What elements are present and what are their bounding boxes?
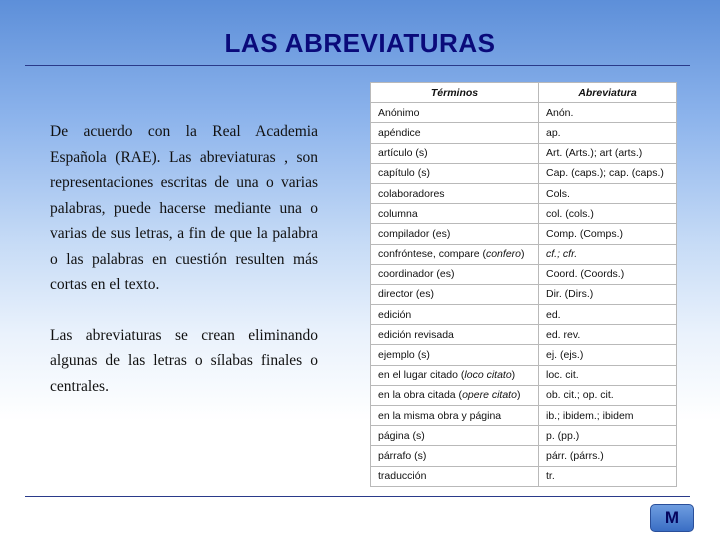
- top-divider: [25, 65, 690, 66]
- table-row: [371, 123, 677, 143]
- term-cell: párrafo (s): [371, 446, 539, 466]
- term-text: confróntese, compare (: [378, 248, 486, 261]
- term-text-end: ): [511, 369, 516, 382]
- table-row: [371, 284, 677, 304]
- table-row: [371, 183, 677, 203]
- abbreviation-cell: ob. cit.; op. cit.: [539, 385, 677, 405]
- header-terms: Términos: [371, 83, 539, 103]
- header-abbreviation: Abreviatura: [539, 83, 677, 103]
- table-row: [371, 466, 677, 486]
- body-text: [50, 119, 318, 424]
- term-latin-text: opere citato: [462, 389, 517, 402]
- term-cell: [371, 365, 539, 385]
- table-row: [371, 406, 677, 426]
- term-cell: colaboradores: [371, 183, 539, 203]
- term-cell: capítulo (s): [371, 163, 539, 183]
- table-row: [371, 264, 677, 284]
- table-row: [371, 103, 677, 123]
- table-row: [371, 345, 677, 365]
- table-row: [371, 305, 677, 325]
- abbreviation-cell: cf.; cfr.: [539, 244, 677, 264]
- term-cell: edición revisada: [371, 325, 539, 345]
- term-text-end: ): [516, 389, 521, 402]
- abbreviations-table: [370, 82, 677, 487]
- term-text: en la obra citada (: [378, 389, 463, 402]
- abbreviation-cell: ej. (ejs.): [539, 345, 677, 365]
- paragraph-formation: Las abreviaturas se crean eliminando algunas de las letras o sílabas finales o centrales.: [50, 326, 318, 395]
- term-cell: en la misma obra y página: [371, 406, 539, 426]
- abbreviation-cell: Anón.: [539, 103, 677, 123]
- table-row: [371, 224, 677, 244]
- term-cell: columna: [371, 204, 539, 224]
- table-row: [371, 426, 677, 446]
- table-row: [371, 204, 677, 224]
- abbreviation-cell: Cap. (caps.); cap. (caps.): [539, 163, 677, 183]
- table-header-row: [371, 83, 677, 103]
- term-cell: edición: [371, 305, 539, 325]
- table-row: [371, 244, 677, 264]
- abbreviation-cell: ib.; ibidem.; ibidem: [539, 406, 677, 426]
- abbreviation-cell: Comp. (Comps.): [539, 224, 677, 244]
- term-cell: traducción: [371, 466, 539, 486]
- paragraph-definition: De acuerdo con la Real Academia Española (RAE). Las abreviaturas , son representaciones escritas de una o varias palabras, puede hacerse mediante una o varias de sus letras, a fin de que la palabra o las palabras en cuestión resulten más cortas en el texto.: [50, 123, 318, 293]
- abbreviation-cell: col. (cols.): [539, 204, 677, 224]
- term-cell: compilador (es): [371, 224, 539, 244]
- term-latin-text: confero: [485, 248, 521, 261]
- table-row: [371, 385, 677, 405]
- abbreviation-cell: Dir. (Dirs.): [539, 284, 677, 304]
- abbreviation-cell: tr.: [539, 466, 677, 486]
- abbreviation-cell: p. (pp.): [539, 426, 677, 446]
- table-row: [371, 365, 677, 385]
- abbreviation-cell: Cols.: [539, 183, 677, 203]
- term-cell: página (s): [371, 426, 539, 446]
- abbreviation-cell: ed. rev.: [539, 325, 677, 345]
- table-row: [371, 325, 677, 345]
- abbreviation-cell: párr. (párrs.): [539, 446, 677, 466]
- term-cell: [371, 244, 539, 264]
- term-cell: director (es): [371, 284, 539, 304]
- table-row: [371, 446, 677, 466]
- abbreviation-cell: Coord. (Coords.): [539, 264, 677, 284]
- abbreviation-cell: Art. (Arts.); art (arts.): [539, 143, 677, 163]
- term-cell: Anónimo: [371, 103, 539, 123]
- table-row: [371, 163, 677, 183]
- term-cell: artículo (s): [371, 143, 539, 163]
- term-cell: apéndice: [371, 123, 539, 143]
- term-cell: ejemplo (s): [371, 345, 539, 365]
- term-cell: coordinador (es): [371, 264, 539, 284]
- logo-badge: M: [650, 504, 694, 532]
- slide-title: LAS ABREVIATURAS: [224, 28, 496, 58]
- term-text: en el lugar citado (: [378, 369, 465, 382]
- bottom-divider: [25, 496, 690, 497]
- abbreviation-cell: ap.: [539, 123, 677, 143]
- term-cell: [371, 385, 539, 405]
- term-text-end: ): [521, 248, 525, 261]
- term-latin-text: loco citato: [464, 369, 512, 382]
- table-row: [371, 143, 677, 163]
- abbreviation-cell: ed.: [539, 305, 677, 325]
- table-body: [371, 103, 677, 487]
- abbreviation-cell: loc. cit.: [539, 365, 677, 385]
